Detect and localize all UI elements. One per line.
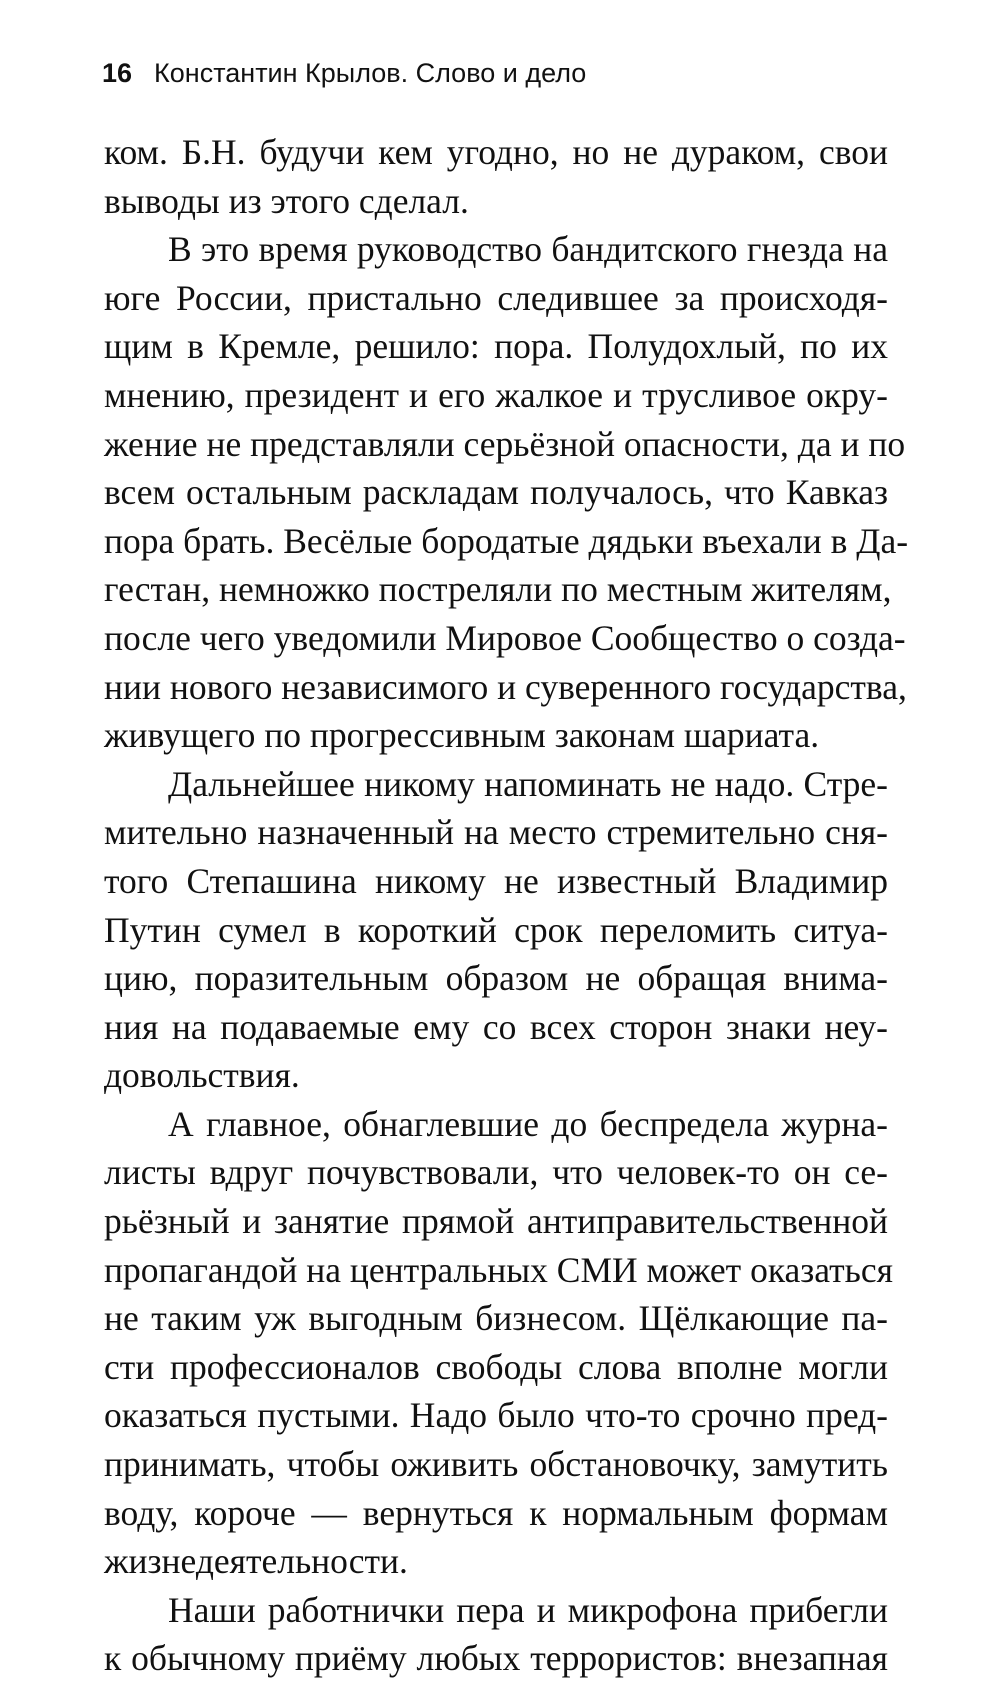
page-number: 16 xyxy=(102,58,133,88)
text-line: всем остальным раскладам получалось, что Кавказ xyxy=(104,472,888,513)
text-line: В это время руководство бандитского гнезда на xyxy=(168,229,888,270)
paragraph xyxy=(104,225,909,760)
text-line: пропагандой на центральных СМИ может оказаться xyxy=(104,1249,893,1290)
text-line: пора брать. Весёлые бородатые дядьки въехали в Да- xyxy=(104,520,909,561)
text-line: цию, поразительным образом не обращая внима- xyxy=(104,958,888,999)
text-line: мительно назначенный на место стремительно сня- xyxy=(104,812,888,853)
running-header xyxy=(102,58,586,89)
text-line: к обычному приёму любых террористов: внезапная xyxy=(104,1638,888,1679)
text-line: того Степашина никому не известный Владимир xyxy=(104,860,888,901)
text-line: Дальнейшее никому напоминать не надо. Стре- xyxy=(168,763,888,804)
text-line: юге России, пристально следившее за происходя- xyxy=(104,277,888,318)
paragraph xyxy=(104,1100,893,1586)
body-text xyxy=(104,128,909,1683)
text-line: довольствия. xyxy=(104,1055,300,1096)
text-line: рьёзный и занятие прямой антиправительственной xyxy=(104,1201,888,1242)
text-line: щим в Кремле, решило: пора. Полудохлый, по их xyxy=(104,326,888,367)
text-line: А главное, обнаглевшие до беспредела журна- xyxy=(168,1103,888,1144)
text-line: Путин сумел в короткий срок переломить ситуа- xyxy=(104,909,888,950)
text-line: мнению, президент и его жалкое и трусливое окру- xyxy=(104,374,888,415)
text-line: не таким уж выгодным бизнесом. Щёлкающие па- xyxy=(104,1298,888,1339)
text-line: Наши работнички пера и микрофона прибегли xyxy=(168,1589,888,1630)
text-line: выводы из этого сделал. xyxy=(104,180,469,221)
text-line: живущего по прогрессивным законам шариата. xyxy=(104,715,820,756)
text-line: листы вдруг почувствовали, что человек-то он се- xyxy=(104,1152,888,1193)
text-line: жизнедеятельности. xyxy=(104,1541,408,1582)
text-line: оказаться пустыми. Надо было что-то срочно пред- xyxy=(104,1395,888,1436)
text-line: воду, короче — вернуться к нормальным формам xyxy=(104,1492,888,1533)
text-line: гестан, немножко постреляли по местным жителям, xyxy=(104,569,892,610)
paragraph xyxy=(104,128,888,225)
paragraph xyxy=(104,760,888,1100)
text-line: сти профессионалов свободы слова вполне могли xyxy=(104,1346,888,1387)
text-line: ния на подаваемые ему со всех сторон знаки неу- xyxy=(104,1006,888,1047)
text-line: ком. Б.Н. будучи кем угодно, но не дураком, свои xyxy=(104,132,888,172)
text-line: после чего уведомили Мировое Сообщество о созда- xyxy=(104,617,906,658)
text-line: нии нового независимого и суверенного государства, xyxy=(104,666,907,707)
paragraph xyxy=(104,1586,888,1683)
text-line: принимать, чтобы оживить обстановочку, замутить xyxy=(104,1444,888,1485)
running-title: Константин Крылов. Слово и дело xyxy=(154,58,587,88)
text-line: жение не представляли серьёзной опасности, да и по xyxy=(104,423,906,464)
